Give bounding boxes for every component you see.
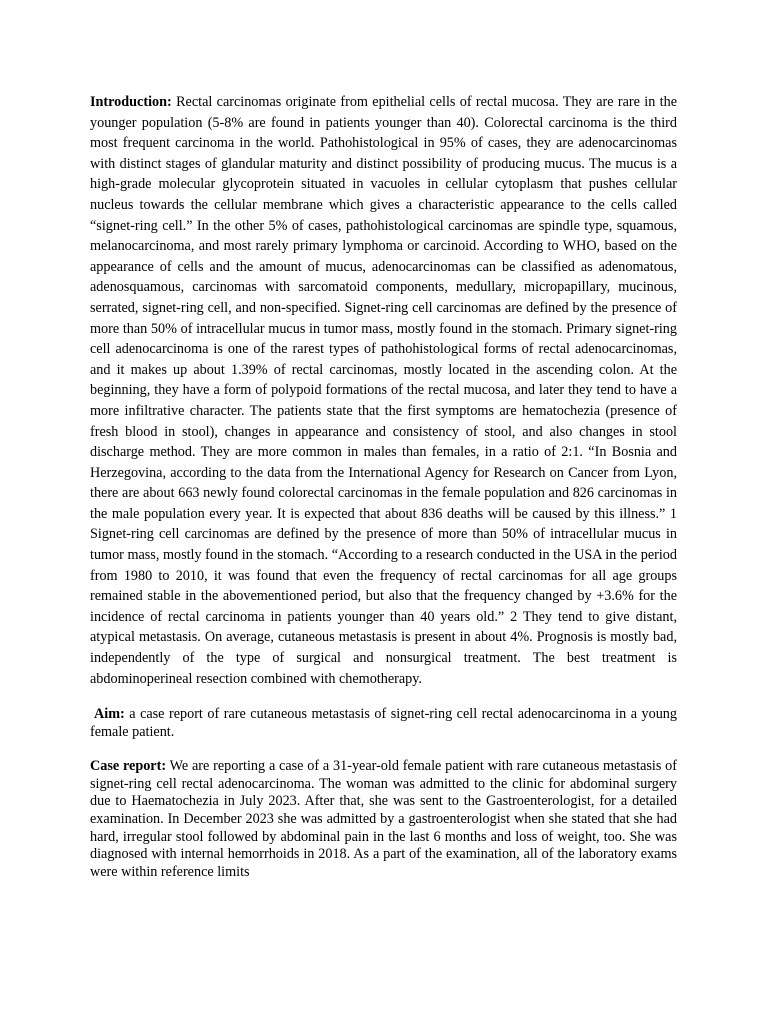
case-report-heading: Case report: — [90, 758, 167, 775]
aim-heading: Aim: — [94, 706, 125, 723]
introduction-heading: Introduction: — [90, 94, 172, 110]
introduction-paragraph — [90, 92, 677, 689]
case-report-text: We are reporting a case of a 31-year-old female patient with rare cutaneous metastasis of signet-ring cell rectal adenocarcinoma. The woman was admitted to the clinic for abdominal surgery due to Haematochezia in July 2023. After that, she was sent to the Gastroenterologist, for a detailed examination. In December 2023 she was admitted by a gastroenterologist when she stated that she had hard, irregular stool followed by abdominal pain in the last 6 months and loss of weight, too. She was diagnosed with internal hemorrhoids in 2018. As a part of the examination, all of the laboratory exams were within reference limits — [90, 758, 677, 880]
case-report-paragraph — [90, 758, 677, 881]
aim-paragraph — [90, 705, 677, 741]
introduction-text: Rectal carcinomas originate from epithelial cells of rectal mucosa. They are rare in the younger population (5-8% are found in patients younger than 40). Colorectal carcinoma is the third most frequent carcinoma in the world. Pathohistological in 95% of cases, they are adenocarcinomas with distinct stages of glandular maturity and distinct possibility of producing mucus. The mucus is a high-grade molecular glycoprotein situated in vacuoles in cellular cytoplasm that pushes cellular nucleus towards the cellular membrane which gives a characteristic appearance to the cells called “signet-ring cell.” In the other 5% of cases, pathohistological carcinomas are spindle type, squamous, melanocarcinoma, and most rarely primary lymphoma or carcinoid. According to WHO, based on the appearance of cells and the amount of mucus, adenocarcinomas can be classified as adenomatous, adenosquamous, carcinomas with sarcomatoid components, medullary, micropapillary, mucinous, serrated, signet-ring cell, and non-specified. Signet-ring cell carcinomas are defined by the presence of more than 50% of intracellular mucus in tumor mass, mostly found in the stomach. Primary signet-ring cell adenocarcinoma is one of the rarest types of pathohistological forms of rectal adenocarcinomas, and it makes up about 1.39% of rectal carcinomas, mostly located in the ascending colon. At the beginning, they have a form of polypoid formations of the rectal mucosa, and later they tend to have a more infiltrative character. The patients state that the first symptoms are hematochezia (presence of fresh blood in stool), changes in appearance and consistency of stool, and also changes in stool discharge method. They are more common in males than females, in a ratio of 2:1. “In Bosnia and Herzegovina, according to the data from the International Agency for Research on Cancer from Lyon, there are about 663 newly found colorectal carcinomas in the female population and 826 carcinomas in the male population every year. It is expected that about 836 deaths will be caused by this illness.” 1 Signet-ring cell carcinomas are defined by the presence of more than 50% of intracellular mucus in tumor mass, mostly found in the stomach. “According to a research conducted in the USA in the period from 1980 to 2010, it was found that even the frequency of rectal carcinomas for all age groups remained stable in the abovementioned period, but also that the frequency changed by +3.6% for the incidence of rectal carcinoma in patients younger than 40 years old.” 2 They tend to give distant, atypical metastasis. On average, cutaneous metastasis is present in about 4%. Prognosis is mostly bad, independently of the type of surgical and nonsurgical treatment. The best treatment is abdominoperineal resection combined with chemotherapy. — [90, 94, 677, 687]
aim-text: a case report of rare cutaneous metastasis of signet-ring cell rectal adenocarcinoma in a young female patient. — [90, 706, 677, 741]
document-page — [90, 92, 677, 881]
